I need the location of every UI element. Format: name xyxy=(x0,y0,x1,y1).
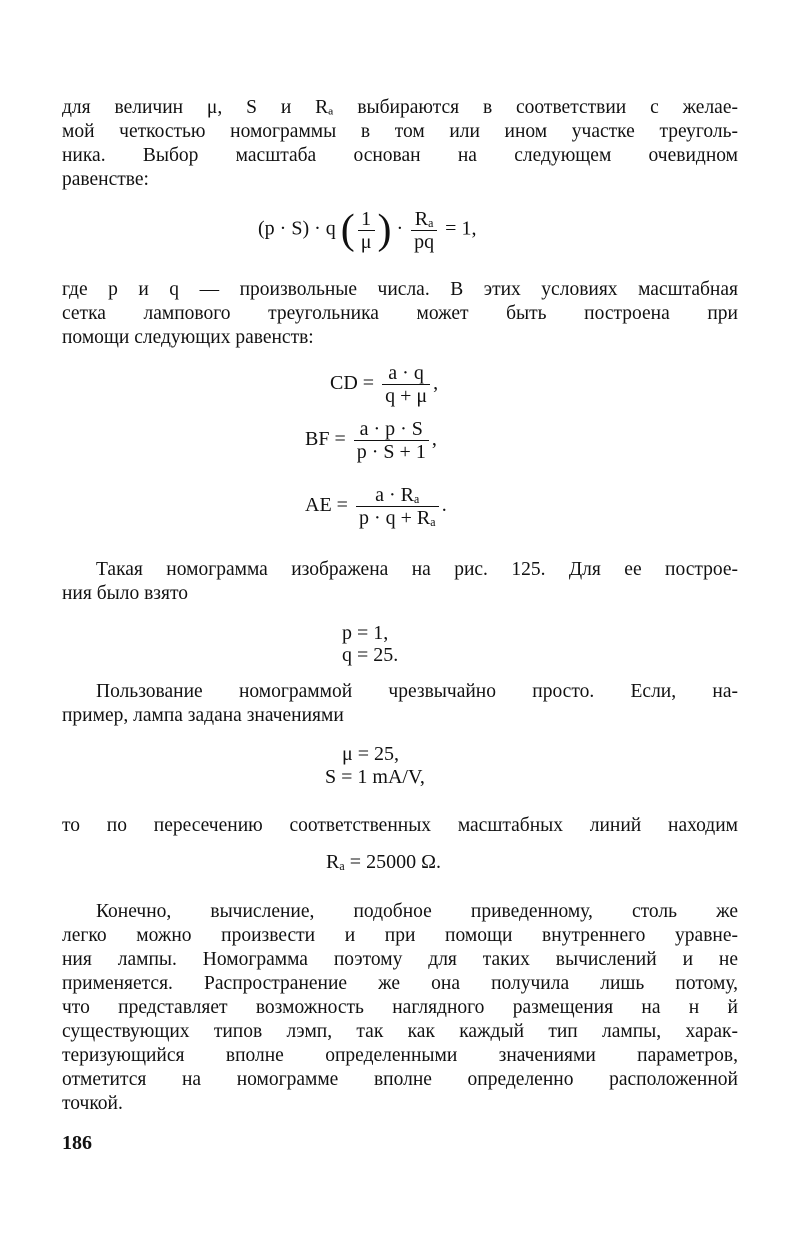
numerator: a · Rₐ xyxy=(356,484,439,507)
text-line: применяется. Распространение же она получила лишь потому, xyxy=(62,973,738,994)
equation-bf xyxy=(305,418,437,463)
text-line: Пользование номограммой чрезвычайно просто. Если, на- xyxy=(96,681,738,702)
page-number: 186 xyxy=(62,1132,92,1154)
text-line: что представляет возможность наглядного размещения на н й xyxy=(62,997,738,1018)
paragraph-5 xyxy=(62,814,738,838)
numerator: Rₐ xyxy=(411,208,437,231)
eq-end: , xyxy=(431,428,437,451)
text-line: Конечно, вычисление, подобное приведенному, столь же xyxy=(96,901,738,922)
eq-end: . xyxy=(441,494,447,517)
eq-lhs: AE = xyxy=(305,494,348,517)
denominator: q + μ xyxy=(385,385,428,407)
numerator: 1 xyxy=(358,208,375,231)
text-line: где p и q — произвольные числа. В этих условиях масштабная xyxy=(62,279,738,300)
equation-cd xyxy=(330,362,438,407)
paragraph-1 xyxy=(62,96,738,192)
text-line: помощи следующих равенств: xyxy=(62,327,314,348)
text-line: ния было взято xyxy=(62,583,188,604)
eq-lhs: BF = xyxy=(305,428,346,451)
text-line: пример, лампа задана значениями xyxy=(62,705,344,726)
paragraph-6 xyxy=(62,900,738,1116)
text-line: сетка лампового треугольника может быть построена при xyxy=(62,303,738,324)
equation-p: p = 1, xyxy=(342,622,389,644)
equation-ra: Rₐ = 25000 Ω. xyxy=(326,851,441,873)
text-line: Такая номограмма изображена на рис. 125. Для ее построе- xyxy=(96,559,738,580)
fraction xyxy=(382,362,430,407)
fraction xyxy=(358,208,375,253)
text-line: отметится на номограмме вполне определенно расположенной xyxy=(62,1069,738,1090)
text-line: ния лампы. Номограмма поэтому для таких вычислений и не xyxy=(62,949,738,970)
equation-mu: μ = 25, xyxy=(342,743,400,765)
text-line: ника. Выбор масштаба основан на следующем очевидном xyxy=(62,145,738,166)
eq-lhs: CD = xyxy=(330,372,375,395)
paren: ( xyxy=(340,207,355,253)
text-line: точкой. xyxy=(62,1093,123,1114)
text-line: то по пересечению соответственных масштабных линий находим xyxy=(62,815,738,836)
eq-term: · xyxy=(396,217,404,240)
paragraph-3 xyxy=(62,558,738,606)
fraction xyxy=(411,208,437,253)
numerator: a · q xyxy=(382,362,430,385)
denominator: p · S + 1 xyxy=(356,441,426,463)
text-line: для величин μ, S и Rₐ выбираются в соответствии с желае- xyxy=(62,97,738,118)
paragraph-4 xyxy=(62,680,738,728)
paragraph-2 xyxy=(62,278,738,350)
equation-ae xyxy=(305,484,447,529)
fraction xyxy=(356,484,439,529)
text-line: теризующийся вполне определенными значениями параметров, xyxy=(62,1045,738,1066)
numerator: a · p · S xyxy=(354,418,429,441)
text-line: мой четкостью номограммы в том или ином участке треуголь- xyxy=(62,121,738,142)
denominator: pq xyxy=(414,230,435,253)
fraction xyxy=(354,418,429,463)
text-line: равенстве: xyxy=(62,169,149,190)
equation-q: q = 25. xyxy=(342,644,399,666)
eq-term: = 1, xyxy=(445,217,477,240)
equation-s: S = 1 mA/V, xyxy=(325,766,425,788)
eq-term: (p · S) · q xyxy=(258,217,336,240)
text-line: существующих типов лэмп, так как каждый тип лампы, харак- xyxy=(62,1021,738,1042)
denominator: p · q + Rₐ xyxy=(358,507,436,529)
paren: ) xyxy=(377,207,392,253)
text-line: легко можно произвести и при помощи внутреннего уравне- xyxy=(62,925,738,946)
denominator: μ xyxy=(360,230,372,253)
eq-end: , xyxy=(433,372,439,395)
equation-scale xyxy=(258,206,476,254)
